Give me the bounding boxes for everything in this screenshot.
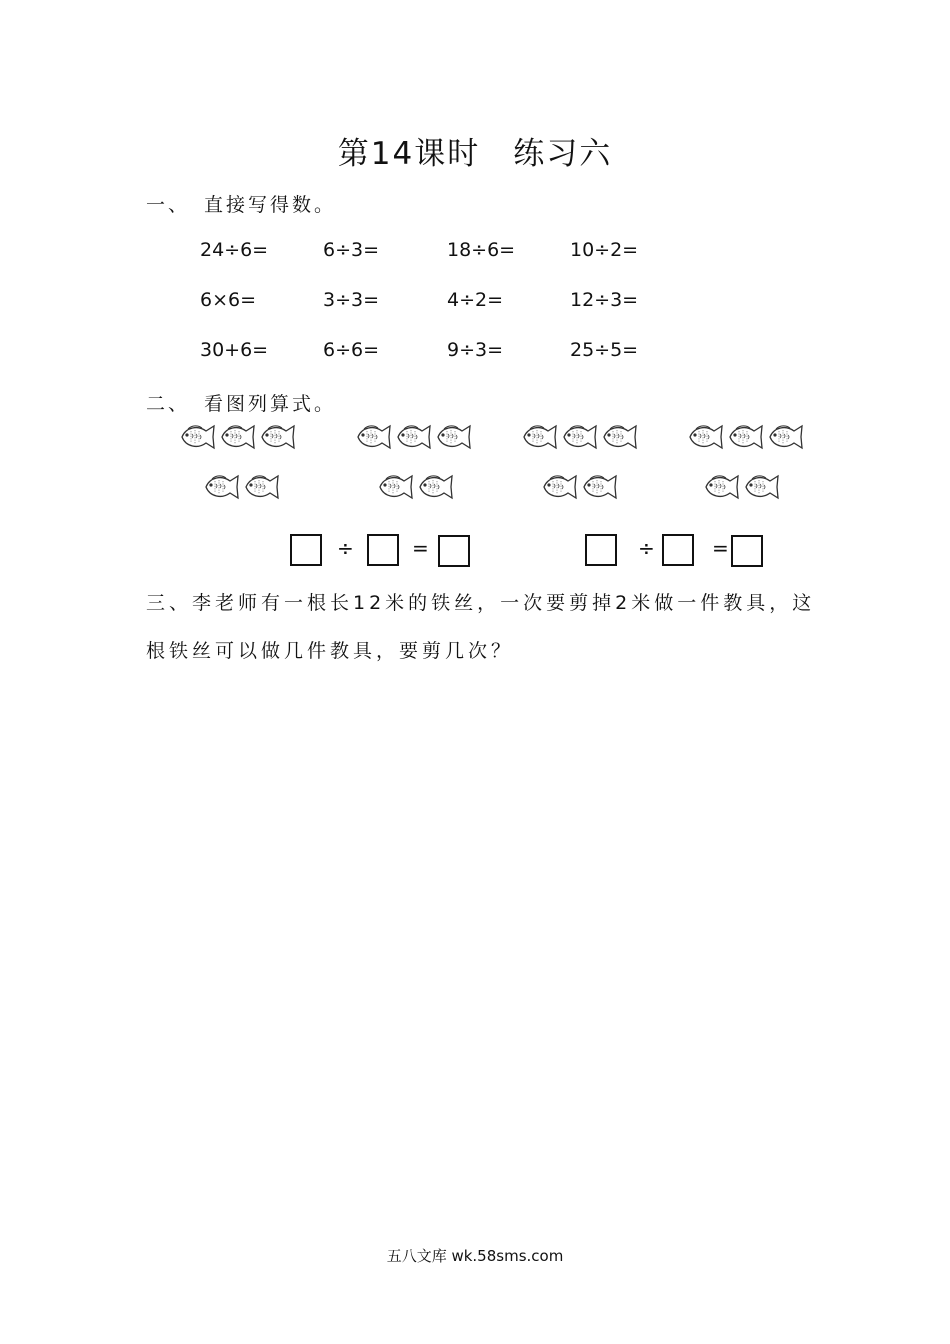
fish-icon [600, 422, 640, 452]
equals-sign: = [412, 536, 429, 560]
divide-sign: ÷ [337, 536, 354, 560]
fish-icon [242, 472, 282, 502]
calculation-item: 18÷6= [447, 239, 516, 261]
fish-icon [540, 472, 580, 502]
fish-icon [354, 422, 394, 452]
calculation-item: 6÷3= [323, 239, 380, 261]
calculation-item: 25÷5= [570, 339, 639, 361]
fish-icon [702, 472, 742, 502]
fish-icon [742, 472, 782, 502]
calculation-item: 9÷3= [447, 339, 504, 361]
calculation-item: 4÷2= [447, 289, 504, 311]
fish-icon [394, 422, 434, 452]
fish-group-bottom-row [376, 472, 456, 502]
equals-sign: = [712, 536, 729, 560]
answer-box[interactable] [290, 534, 322, 566]
answer-box[interactable] [731, 535, 763, 567]
fish-icon [766, 422, 806, 452]
calculation-item: 6×6= [200, 289, 257, 311]
fish-group-bottom-row [702, 472, 782, 502]
calculation-item: 6÷6= [323, 339, 380, 361]
answer-box[interactable] [438, 535, 470, 567]
fish-group-bottom-row [202, 472, 282, 502]
section-3-line-2: 根铁丝可以做几件教具，要剪几次？ [146, 640, 515, 662]
section-2-heading [146, 389, 336, 416]
section-2-number: 二、 [146, 393, 191, 415]
fish-icon [416, 472, 456, 502]
calculation-item: 3÷3= [323, 289, 380, 311]
answer-box[interactable] [585, 534, 617, 566]
section-2-title: 看图列算式。 [204, 393, 337, 415]
fish-icon [258, 422, 298, 452]
calculation-item: 30+6= [200, 339, 269, 361]
answer-box[interactable] [662, 534, 694, 566]
fish-group-top-row [178, 422, 298, 452]
fish-group-top-row [686, 422, 806, 452]
footer-watermark: 五八文库 wk.58sms.com [386, 1247, 564, 1265]
fish-icon [218, 422, 258, 452]
section-1-number: 一、 [146, 194, 191, 216]
section-3-line-1: 三、李老师有一根长12米的铁丝，一次要剪掉2米做一件教具，这 [146, 592, 816, 614]
divide-sign: ÷ [638, 536, 655, 560]
fish-icon [686, 422, 726, 452]
section-1-heading [146, 190, 336, 217]
fish-icon [178, 422, 218, 452]
answer-box[interactable] [367, 534, 399, 566]
fish-group-top-row [354, 422, 474, 452]
fish-icon [202, 472, 242, 502]
fish-group-bottom-row [540, 472, 620, 502]
fish-group-top-row [520, 422, 640, 452]
fish-icon [520, 422, 560, 452]
calculation-item: 24÷6= [200, 239, 269, 261]
fish-icon [434, 422, 474, 452]
calculation-item: 12÷3= [570, 289, 639, 311]
fish-icon [580, 472, 620, 502]
section-1-title: 直接写得数。 [204, 194, 337, 216]
calculation-item: 10÷2= [570, 239, 639, 261]
fish-icon [560, 422, 600, 452]
fish-icon [376, 472, 416, 502]
fish-icon [726, 422, 766, 452]
page-title: 第14课时 练习六 [337, 136, 613, 172]
